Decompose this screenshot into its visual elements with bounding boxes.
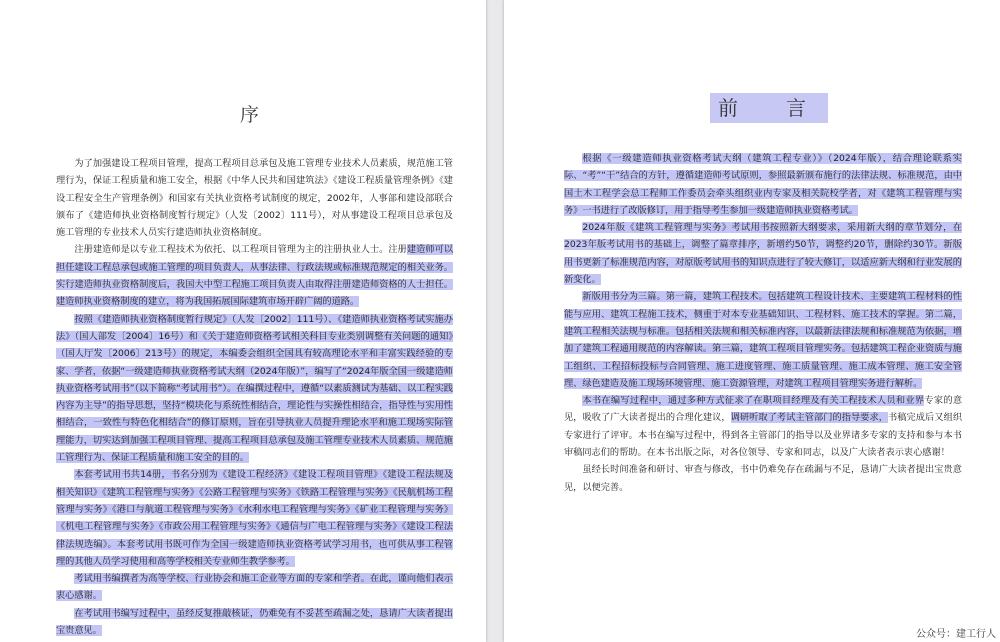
right-page-title — [710, 92, 828, 121]
paragraph-text: 注册建造师是以专业工程技术为依托、以工程项目管理为主的注册执业人士。注册 — [74, 244, 407, 256]
left-paragraph-6 — [56, 605, 453, 640]
paragraph-text: 为了加强建设工程项目管理，提高工程项目总承包及施工管理专业技术人员素质，规范施工管理行为，保证工程质量和施工安全，根据《中华人民共和国建筑法》《建设工程质量管理条例》《建设工程安全生产管理条例》和国家有关执业资格考试制度的规定，2002年，人事部和建设部联合颁布了《建造师执业资格制度暂行规定》（人发〔2002〕111号），对从事建设工程项目总承包及施工管理的专业技术人员实行建造师执业资格制度。 — [56, 158, 453, 239]
highlighted-text[interactable]: 根据《一级建造师执业资格考试大纲（建筑工程专业）》（2024年版），结合理论联系实际、“考”“干”结合的方针，遵循建造师考试原则，参照最新颁布施行的法律法规、标准规范，由中国土木工程学会总工程师工作委员会牵头组织业内专家及相关院校学者，对《建筑工程管理与实务》一书进行了改版修订，用于指导考生参加一级建造师执业资格考试。 — [564, 153, 962, 216]
left-paragraph-5 — [56, 570, 453, 605]
highlighted-text[interactable]: 2024年版《建筑工程管理与实务》考试用书按照新大纲要求，采用新大纲的章节划分，在2023年版考试用书的基础上，调整了篇章排序，新增约50节，调整约20节，删除约30节。新版用书更新了标准规范内容，对原版考试用书的知识点进行了较大修订，以适应新大纲和行业发展的新变化。 — [564, 222, 962, 286]
left-paragraph-2 — [56, 241, 453, 310]
left-paragraph-4 — [56, 466, 453, 570]
highlighted-text[interactable]: 本套考试用书共14册，书名分别为《建设工程经济》《建设工程项目管理》《建设工程法规及相关知识》《建筑工程管理与实务》《公路工程管理与实务》《铁路工程管理与实务》《民航机场工程管理与实务》《港口与航道工程管理与实务》《水利水电工程管理与实务》《矿业工程管理与实务》《机电工程管理与实务》《市政公用工程管理与实务》《通信与广电工程管理与实务》《建设工程法律法规选编》。本套考试用书既可作为全国一级建造师执业资格考试学习用书，也可供从事工程管理的其他人员学习使用和高等学校相关专业师生教学参考。 — [56, 469, 453, 567]
right-paragraph-5 — [564, 461, 962, 496]
watermark-text: 公众号：建工行人 — [916, 629, 996, 640]
right-paragraph-4 — [564, 392, 962, 461]
left-paragraph-1 — [56, 155, 453, 241]
right-paragraph-1 — [564, 150, 962, 219]
highlighted-text[interactable]: 本书在编写过程中，通过多种方式征求了在职项目经理及有关工程技术人员和业界 — [582, 395, 925, 407]
highlighted-text[interactable]: 建造师可以担任建设工程总承包或施工管理的项目负责人，从事法律、行政法规或标准规范规定的相关业务。实行建造师执业资格制度后，我国大中型工程施工项目负责人由取得注册建造师资格的人士担任。建造师执业资格制度的建立，将为我国拓展国际建筑市场开辟广阔的道路。 — [56, 244, 454, 308]
paragraph-text: 书稿完成后又组织专家进行了评审。本书在编写过程中，得到各主管部门的指导以及业界诸多专家的支持和参与本书审稿同志们的帮助。在本书出版之际，对各位领导、专家和同志，以及广大读者表示衷心感谢！ — [564, 412, 963, 459]
right-paragraph-3 — [564, 288, 962, 392]
right-page-title-text: 前 言 — [710, 93, 828, 123]
highlighted-text[interactable]: 调研听取了考试主管部门的指导要求， — [730, 412, 889, 424]
paragraph-text: 虽经长时间准备和研讨、审查与修改，书中仍难免存在疏漏与不足，恳请广大读者提出宝贵意见，以便完善。 — [564, 464, 962, 493]
left-paragraph-3 — [56, 311, 453, 467]
left-page-title: 序 — [240, 104, 262, 126]
highlighted-text[interactable]: 按照《建造师执业资格制度暂行规定》（人发〔2002〕111号）、《建造师执业资格考试实施办法》（国人部发〔2004〕16号）和《关于建造师资格考试相关科目专业类别调整有关问题的通知》（国人厅发〔2006〕213号）的规定，本编委会组织全国具有较高理论水平和丰富实践经验的专家、学者，依据“一级建造师执业资格考试大纲（2024年版）”，编写了“2024年版全国一级建造师执业资格考试用书”（以下简称“考试用书”）。在编撰过程中，遵循“以素质测试为基础、以工程实践内容为主导”的指导思想，坚持“模块化与系统性相结合，理论性与实操性相结合，指导性与实用性相结合，一致性与特色化相结合”的修订原则，旨在引导执业人员提升理论水平和施工现场实际管理能力，切实达到加强工程项目管理、提高工程项目总承包及施工管理专业技术人员素质、规范施工管理行为、保证工程质量和施工安全的目的。 — [56, 313, 453, 464]
right-page-body — [564, 150, 962, 496]
right-paragraph-2 — [564, 219, 962, 288]
paragraph-text: 专家的意见，吸收了广大读者提出的合理化建议， — [564, 395, 963, 424]
highlighted-text[interactable]: 考试用书编撰者为高等学校、行业协会和施工企业等方面的专家和学者。在此，谨向他们表示衷心感谢。 — [56, 573, 453, 602]
highlighted-text[interactable]: 新版用书分为三篇。第一篇，建筑工程技术。包括建筑工程设计技术、主要建筑工程材料的性能与应用、建筑工程施工技术，侧重于对本专业基础知识、工程材料、施工技术的掌握。第二篇，建筑工程相关法规与标准。包括相关法规和相关标准内容，以最新法律法规和标准规范为依据，增加了建筑工程通用规范的内容解读。第三篇，建筑工程项目管理实务。包括建筑工程企业资质与施工组织、工程招标投标与合同管理、施工进度管理、施工质量管理、施工成本管理、施工安全管理、绿色建造及施工现场环境管理、施工资源管理，对建筑工程项目管理实务进行解析。 — [564, 291, 962, 389]
highlighted-text[interactable]: 在考试用书编写过程中，虽经反复推敲核证，仍难免有不妥甚至疏漏之处，恳请广大读者提出宝贵意见。 — [56, 607, 453, 637]
left-page-body — [56, 155, 453, 639]
